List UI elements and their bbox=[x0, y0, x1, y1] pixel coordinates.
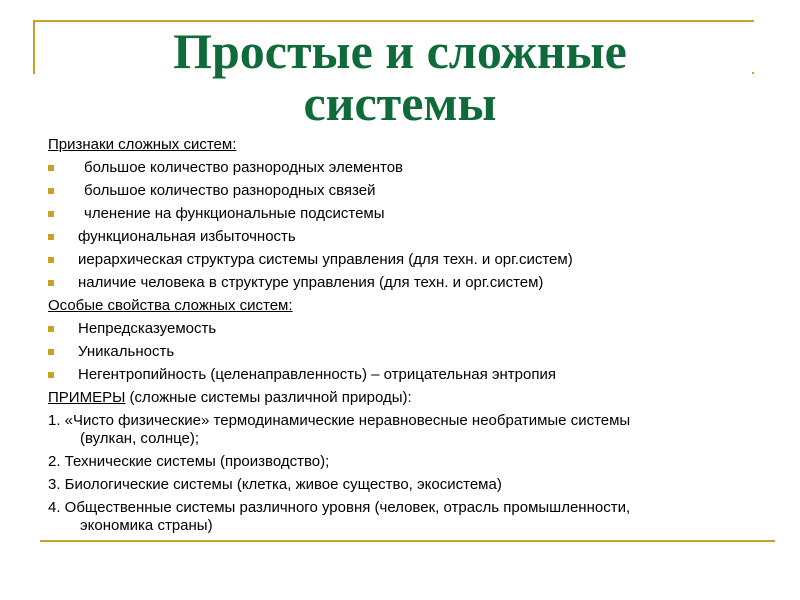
bullet-icon bbox=[48, 349, 54, 355]
slide-title-line1: Простые и сложные bbox=[173, 23, 627, 79]
example-item-cont: (вулкан, солнце); bbox=[80, 430, 200, 447]
list-item: наличие человека в структуре управления (для техн. и орг.систем) bbox=[78, 274, 544, 291]
list-item: функциональная избыточность bbox=[78, 228, 296, 245]
example-item: 3. Биологические системы (клетка, живое существо, экосистема) bbox=[48, 476, 502, 493]
example-item: 4. Общественные системы различного уровня (человек, отрасль промышленности, bbox=[48, 499, 631, 516]
bullet-icon bbox=[48, 234, 54, 240]
props-heading: Особые свойства сложных систем: bbox=[48, 297, 293, 314]
slide-title-line2: системы bbox=[303, 75, 497, 131]
bullet-icon bbox=[48, 326, 54, 332]
example-item-cont: экономика страны) bbox=[80, 517, 213, 534]
example-item: 2. Технические системы (производство); bbox=[48, 453, 330, 470]
bullet-icon bbox=[48, 257, 54, 263]
list-item: членение на функциональные подсистемы bbox=[84, 205, 385, 222]
list-item: Непредсказуемость bbox=[78, 320, 217, 337]
top-rule bbox=[33, 20, 754, 22]
bullet-icon bbox=[48, 188, 54, 194]
examples-heading bbox=[48, 389, 412, 407]
bullet-icon bbox=[48, 165, 54, 171]
bullet-icon bbox=[48, 372, 54, 378]
examples-heading-label: ПРИМЕРЫ bbox=[48, 389, 126, 406]
signs-heading: Признаки сложных систем: bbox=[48, 136, 237, 153]
list-item: Уникальность bbox=[78, 343, 175, 360]
example-item: 1. «Чисто физические» термодинамические неравновесные необратимые системы bbox=[48, 412, 631, 429]
list-item: большое количество разнородных элементов bbox=[84, 159, 403, 176]
list-item: большое количество разнородных связей bbox=[84, 182, 376, 199]
bullet-icon bbox=[48, 211, 54, 217]
bullet-icon bbox=[48, 280, 54, 286]
bottom-rule bbox=[40, 540, 775, 542]
list-item: Негентропийность (целенаправленность) – отрицательная энтропия bbox=[78, 366, 556, 383]
list-item: иерархическая структура системы управления (для техн. и орг.систем) bbox=[78, 251, 573, 268]
examples-heading-rest: (сложные системы различной природы): bbox=[125, 389, 412, 406]
